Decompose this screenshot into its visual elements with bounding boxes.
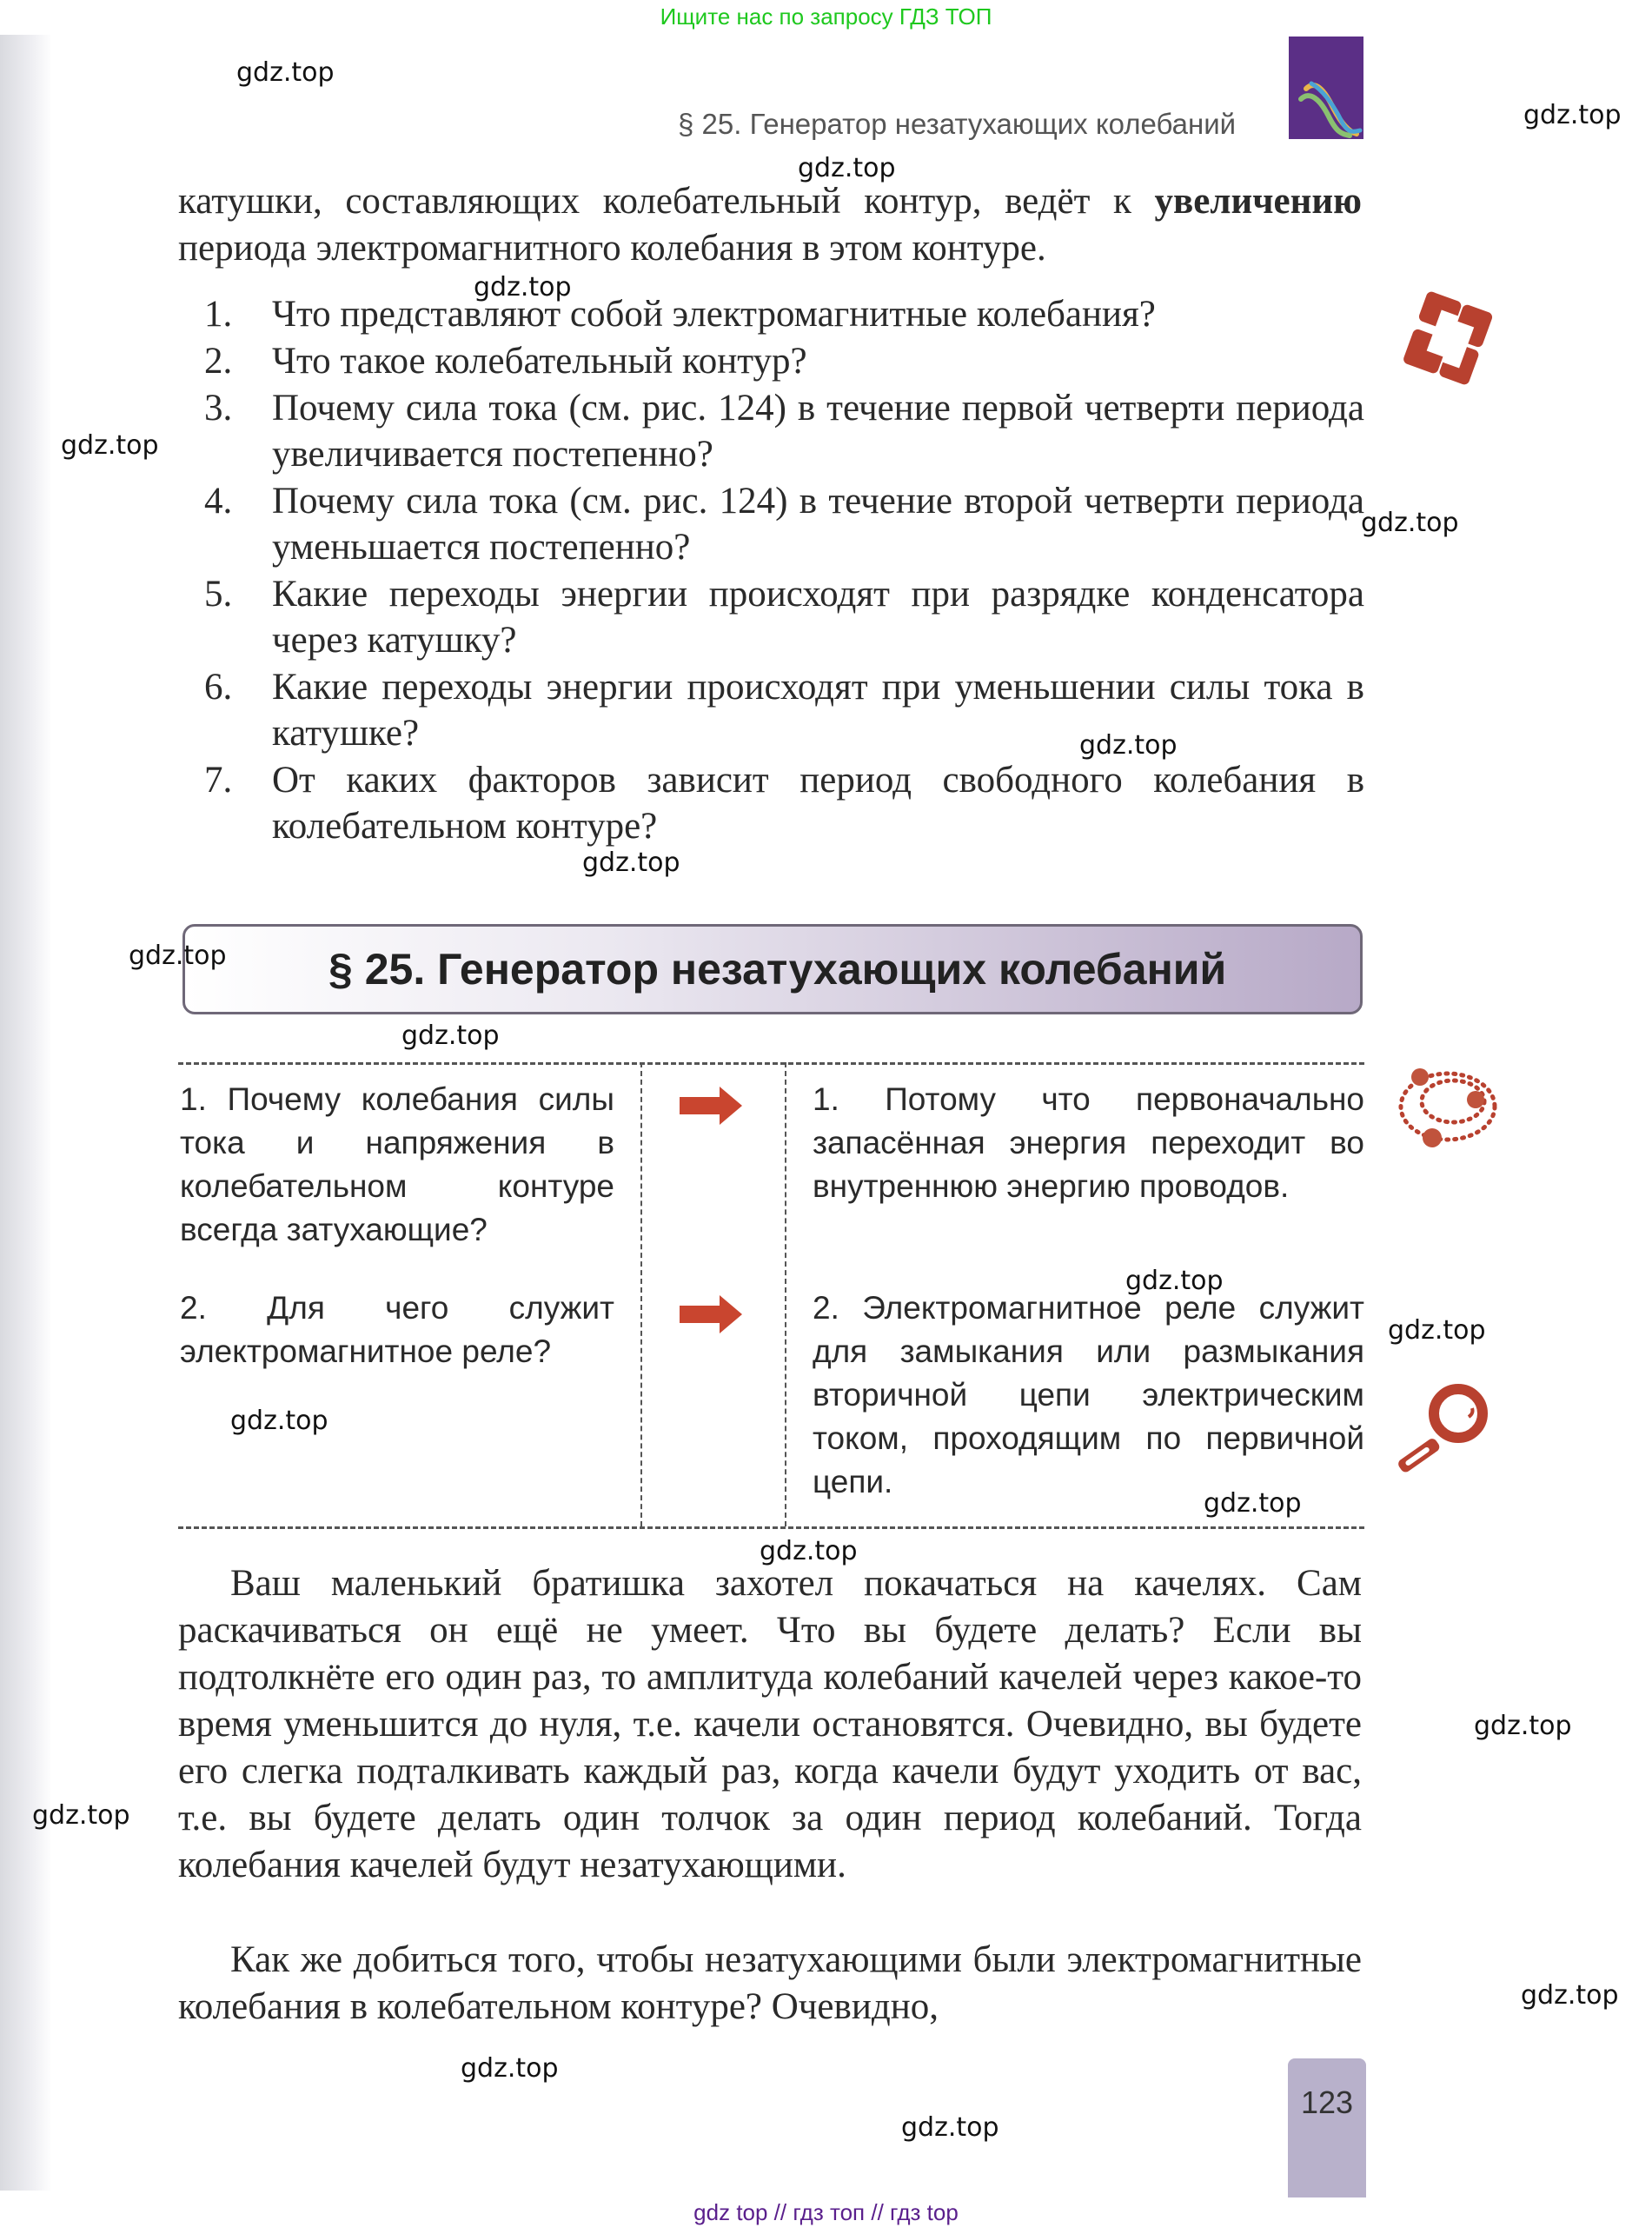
questions-squares-icon xyxy=(1390,283,1503,404)
question-text: Какие переходы энергии происходят при уменьшении силы тока в катушке? xyxy=(272,667,1364,754)
watermark: gdz.top xyxy=(1388,1315,1486,1346)
body-paragraph xyxy=(178,1937,1362,2031)
list-item xyxy=(204,664,1364,756)
watermark: gdz.top xyxy=(230,1406,328,1436)
question-number: 6. xyxy=(204,667,233,708)
recall-answer: 2. Электромагнитное реле служит для замыкания или размыкания вторичной цепи электрическим током, проходящим по первичной цепи. xyxy=(813,1290,1364,1499)
qa-column-divider xyxy=(785,1062,786,1526)
paragraph-text: Ваш маленький братишка захотел покачаться на качелях. Сам раскачиваться он ещё не умеет. Что вы будете делать? Если вы подтолкнёте его один раз, то амплитуда колебаний качелей через какое-то время уменьшится до нуля, т.е. качели остановятся. Очевидно, вы будете его слегка подталкивать каждый раз, когда качели будут уходить от вас, т.е. вы будете делать один толчок за один период колебаний. Тогда колебания качелей будут незатухающими. xyxy=(178,1563,1362,1885)
list-item xyxy=(204,571,1364,663)
page-number-tab xyxy=(1288,2058,1366,2197)
section-title-banner xyxy=(182,924,1363,1014)
bottom-banner[interactable]: gdz top // гдз топ // гдз top xyxy=(693,2199,959,2225)
recall-question: 2. Для чего служит электромагнитное реле? xyxy=(180,1290,614,1369)
watermark: gdz.top xyxy=(582,848,680,878)
recall-question: 1. Почему колебания силы тока и напряжения в колебательном контуре всегда затухающие? xyxy=(180,1081,614,1247)
qa-column-divider xyxy=(640,1062,642,1526)
watermark: gdz.top xyxy=(901,2112,999,2143)
watermark: gdz.top xyxy=(798,153,896,183)
watermark: gdz.top xyxy=(129,941,227,971)
watermark: gdz.top xyxy=(474,272,572,303)
question-text: Почему сила тока (см. рис. 124) в течение первой четверти периода увеличивается постепенно? xyxy=(272,388,1364,475)
question-text: Почему сила тока (см. рис. 124) в течение второй четверти периода уменьшается постепенно? xyxy=(272,481,1364,568)
question-text: Что такое колебательный контур? xyxy=(272,341,807,382)
review-questions-list xyxy=(204,291,1364,850)
question-number: 3. xyxy=(204,388,233,429)
watermark: gdz.top xyxy=(401,1021,500,1051)
question-number: 2. xyxy=(204,341,233,382)
atom-orbit-icon xyxy=(1390,1065,1508,1152)
recall-answer: 1. Потому что первоначально запасённая энергия переходит во внутреннюю энергию проводов. xyxy=(813,1081,1364,1204)
intro-text-before: катушки, составляющих колебательный контур, ведёт к xyxy=(178,181,1155,222)
watermark: gdz.top xyxy=(1125,1266,1224,1296)
section-title: § 25. Генератор незатухающих колебаний xyxy=(328,945,1227,994)
chapter-corner-tab xyxy=(1289,37,1363,139)
body-paragraph xyxy=(178,1560,1362,1889)
running-head: § 25. Генератор незатухающих колебаний xyxy=(678,108,1237,140)
watermark: gdz.top xyxy=(1204,1488,1302,1519)
top-banner[interactable]: Ищите нас по запросу ГДЗ ТОП xyxy=(660,3,992,30)
question-text: От каких факторов зависит период свободного колебания в колебательном контуре? xyxy=(272,760,1364,847)
question-text: Что представляют собой электромагнитные колебания? xyxy=(272,294,1156,335)
arrow-right-icon xyxy=(676,1085,746,1127)
magnifier-icon xyxy=(1382,1382,1503,1478)
qa-top-divider xyxy=(178,1062,1364,1065)
watermark: gdz.top xyxy=(32,1800,130,1831)
qa-bottom-divider xyxy=(178,1526,1364,1529)
list-item xyxy=(204,291,1364,337)
question-number: 4. xyxy=(204,481,233,522)
watermark: gdz.top xyxy=(61,430,159,461)
list-item xyxy=(204,757,1364,849)
question-number: 7. xyxy=(204,760,233,801)
intro-bold-term: увеличению xyxy=(1154,181,1362,222)
list-item xyxy=(204,478,1364,570)
intro-text-after: периода электромагнитного колебания в этом контуре. xyxy=(178,228,1046,269)
watermark: gdz.top xyxy=(1521,1980,1619,2011)
watermark: gdz.top xyxy=(1079,730,1178,761)
paragraph-text: Как же добиться того, чтобы незатухающими были электромагнитные колебания в колебательном контуре? Очевидно, xyxy=(178,1939,1362,2027)
watermark: gdz.top xyxy=(760,1536,858,1566)
watermark: gdz.top xyxy=(1361,508,1459,538)
watermark: gdz.top xyxy=(1474,1711,1572,1741)
question-number: 5. xyxy=(204,574,233,615)
watermark: gdz.top xyxy=(1523,100,1622,130)
wave-ribbon-icon xyxy=(1289,37,1363,139)
question-text: Какие переходы энергии происходят при разрядке конденсатора через катушку? xyxy=(272,574,1364,661)
page-number: 123 xyxy=(1300,2084,1354,2120)
list-item xyxy=(204,338,1364,384)
arrow-right-icon xyxy=(676,1293,746,1335)
book-spine-shadow xyxy=(0,35,52,2191)
watermark: gdz.top xyxy=(461,2053,559,2084)
intro-paragraph xyxy=(178,178,1362,272)
list-item xyxy=(204,385,1364,477)
watermark: gdz.top xyxy=(236,57,335,88)
question-number: 1. xyxy=(204,294,233,335)
